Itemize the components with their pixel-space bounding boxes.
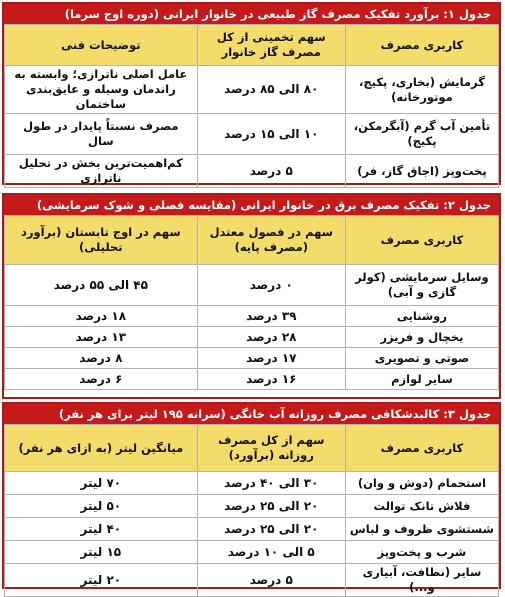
table-title: جدول ۱: برآورد تفکیک مصرف گاز طبیعی در خانوار ایرانی (دوره اوج سرما) (4, 4, 499, 24)
table-cell: ۱۸ درصد (5, 306, 198, 327)
table-cell: شرب و پخت‌وپز (345, 541, 498, 564)
table-cell: ۸۰ الی ۸۵ درصد (197, 66, 345, 114)
table-header-row (5, 25, 499, 66)
table-cell: ۱۳ درصد (5, 327, 198, 348)
column-header: توضیحات فنی (5, 25, 198, 66)
table-cell: استحمام (دوش و وان) (345, 472, 498, 495)
table-row (5, 348, 499, 369)
table-cell: ۵۰ لیتر (5, 495, 198, 518)
table-row (5, 495, 499, 518)
table-cell: کم‌اهمیت‌ترین بخش در تحلیل ناترازی (5, 155, 198, 188)
table-cell: ۳۹ درصد (197, 306, 345, 327)
table-cell: ۲۰ الی ۲۵ درصد (197, 495, 345, 518)
table-cell: وسایل سرمایشی (کولر گازی و آبی) (345, 265, 498, 306)
table-cell: تأمین آب گرم (آبگرمکن، پکیج) (345, 114, 498, 155)
column-header: کاربری مصرف (345, 216, 498, 265)
table-row (5, 66, 499, 114)
table-row (5, 472, 499, 495)
table-cell: ۰ درصد (197, 265, 345, 306)
data-table (4, 215, 499, 390)
table-cell: سایر لوازم (345, 369, 498, 390)
column-header: سهم در فصول معتدل (مصرف پایه) (197, 216, 345, 265)
table-cell: مصرف نسبتاً پایدار در طول سال (5, 114, 198, 155)
table-cell: ۵ درصد (197, 564, 345, 597)
table-row (5, 564, 499, 597)
data-table (4, 24, 499, 188)
table-cell: ۲۰ لیتر (5, 564, 198, 597)
table-row (5, 265, 499, 306)
table-cell: ۵ درصد (197, 155, 345, 188)
table-header-row (5, 216, 499, 265)
water-consumption-table (2, 402, 501, 594)
table-cell: ۱۵ لیتر (5, 541, 198, 564)
table-row (5, 518, 499, 541)
gas-consumption-table (2, 2, 501, 185)
table-row (5, 327, 499, 348)
table-cell: فلاش تانک توالت (345, 495, 498, 518)
column-header: میانگین لیتر (به ازای هر نفر) (5, 425, 198, 472)
column-header: سهم از کل مصرف روزانه (برآورد) (197, 425, 345, 472)
data-table (4, 424, 499, 597)
table-cell: ۴۰ لیتر (5, 518, 198, 541)
table-cell: ۷۰ لیتر (5, 472, 198, 495)
table-cell: سایر (نظافت، آبیاری و...) (345, 564, 498, 597)
table-cell: پخت‌وپز (اجاق گاز، فر) (345, 155, 498, 188)
table-cell: ۱۶ درصد (197, 369, 345, 390)
column-header: کاربری مصرف (345, 425, 498, 472)
table-cell: گرمایش (بخاری، پکیج، موتورخانه) (345, 66, 498, 114)
table-cell: ۱۰ الی ۱۵ درصد (197, 114, 345, 155)
table-cell: عامل اصلی ناترازی؛ وابسته به راندمان وسیله و عایق‌بندی ساختمان (5, 66, 198, 114)
table-cell: ۶ درصد (5, 369, 198, 390)
table-cell: ۲۰ الی ۲۵ درصد (197, 518, 345, 541)
table-row (5, 114, 499, 155)
table-cell: روشنایی (345, 306, 498, 327)
column-header: سهم در اوج تابستان (برآورد تحلیلی) (5, 216, 198, 265)
column-header: سهم تخمینی از کل مصرف گاز خانوار (197, 25, 345, 66)
table-header-row (5, 425, 499, 472)
table-title: جدول ۲: تفکیک مصرف برق در خانوار ایرانی (مقایسه فصلی و شوک سرمایشی) (4, 195, 499, 215)
table-row (5, 155, 499, 188)
electricity-consumption-table (2, 193, 501, 399)
table-row (5, 541, 499, 564)
table-cell: ۳۰ الی ۴۰ درصد (197, 472, 345, 495)
table-cell: صوتی و تصویری (345, 348, 498, 369)
table-row (5, 306, 499, 327)
table-cell: یخچال و فریزر (345, 327, 498, 348)
table-row (5, 369, 499, 390)
table-cell: شستشوی ظروف و لباس (345, 518, 498, 541)
table-cell: ۱۷ درصد (197, 348, 345, 369)
table-cell: ۴۵ الی ۵۵ درصد (5, 265, 198, 306)
table-cell: ۲۸ درصد (197, 327, 345, 348)
table-cell: ۵ الی ۱۰ درصد (197, 541, 345, 564)
table-title: جدول ۳: کالبدشکافی مصرف روزانه آب خانگی (سرانه ۱۹۵ لیتر برای هر نفر) (4, 404, 499, 424)
table-cell: ۸ درصد (5, 348, 198, 369)
column-header: کاربری مصرف (345, 25, 498, 66)
